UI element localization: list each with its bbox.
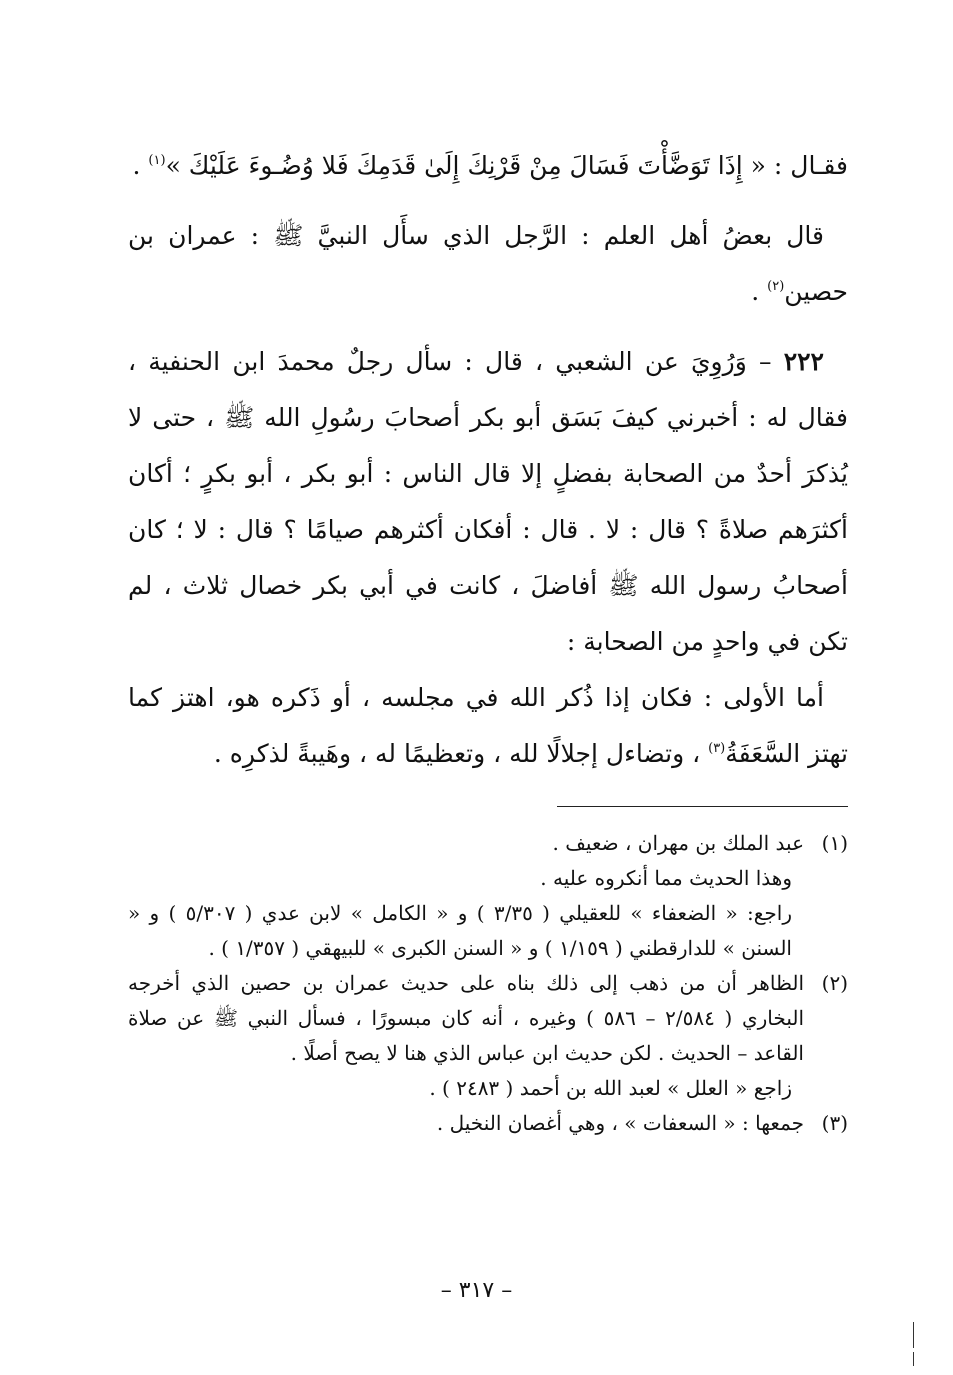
paragraph-4 — [128, 670, 848, 782]
footnote-line: وهذا الحديث مما أنكروه عليه . — [540, 866, 792, 890]
footnote-2 — [128, 966, 848, 1106]
scan-edge-mark — [913, 1322, 914, 1348]
footnote-line: جمعها : « السعفات » ، وهي أغصان النخيل . — [436, 1111, 804, 1135]
footnote-line: زاجع « العلل » لعبد الله بن أحمد ( ٢٤٨٣ ) . — [429, 1076, 792, 1100]
paragraph-4-text: أما الأولى : فكان إذا ذُكر الله في مجلسه ، أو ذَكره هو، اهتز كما تهتز السَّعَفَةُ — [128, 683, 848, 768]
footnote-ref-1: (١) — [148, 153, 166, 168]
footnote-line: الظاهر أن من ذهب إلى ذلك بناه على حديث عمران بن حصين الذي أخرجه البخاري ( ٢/٥٨٤ – ٥٨٦ ) وغيره ، أنه كان مبسورًا ، فسأل النبي ﷺ عن صلاة القاعد – الحديث . لكن حديث ابن عباس الذي هنا لا يصح أصلًا . — [128, 971, 804, 1065]
footnote-number: (١) — [821, 831, 848, 855]
footnote-1 — [128, 826, 848, 966]
hadith-number: ٢٢٢ — [783, 347, 824, 376]
paragraph-1-text: فقـال : « إِذَا تَوَضَّأْتَ فَسَالَ مِنْ قَرْنِكَ إِلَىٰ قَدَمِكَ فَلا وُضُـوءَ عَلَيْكَ » — [165, 151, 848, 180]
paragraph-4-end: ، وتضاءل إجلالًا لله ، وتعظيمًا له ، وهَيبةً لذكرِه . — [213, 739, 709, 768]
paragraph-1-end: . — [132, 151, 149, 180]
page-number: – ٣١٧ – — [440, 1278, 513, 1303]
footnote-number: (٣) — [821, 1111, 848, 1135]
footnote-separator — [557, 806, 848, 807]
paragraph-3 — [128, 334, 848, 670]
paragraph-2 — [128, 208, 848, 320]
paragraph-1 — [128, 138, 848, 194]
paragraph-2-text: قال بعضُ أهل العلم : الرَّجل الذي سأَل النبيَّ ﷺ : عمران بن حصين — [128, 221, 848, 306]
footnote-number: (٢) — [821, 971, 848, 995]
paragraph-3-text: – وَرُوِيَ عن الشعبي ، قال : سأل رجلٌ محمدَ ابن الحنفية ، فقال له : أخبرني كيفَ بَسَق أبو بكر أصحابَ رسُولِ الله ﷺ ، حتى لا يُذكرَ أحدٌ من الصحابة بفضلٍ إلا قال الناس : أبو بكر ، أبو بكرٍ ؛ أكان أكثرَهم صلاةً ؟ قال : لا . قال : أفكان أكثرهم صيامًا ؟ قال : لا ؛ كان أصحابُ رسول الله ﷺ أفاضلَ ، كانت في أبي بكر خصال ثلاث ، لم تكن في واحدٍ من الصحابة : — [128, 347, 848, 656]
footnote-line: راجع: « الضعفاء » للعقيلي ( ٣/٣٥ ) و « الكامل » لابن عدي ( ٥/٣٠٧ ) و « السنن » للدارقطني ( ١/١٥٩ ) و « السنن الكبرى » للبيهقي ( ١/٣٥٧ ) . — [128, 901, 792, 960]
scan-edge-mark — [913, 1352, 914, 1366]
paragraph-2-end: . — [751, 277, 768, 306]
footnote-ref-2: (٢) — [767, 279, 785, 294]
footnote-3 — [128, 1106, 848, 1141]
footnote-ref-3: (٣) — [708, 741, 726, 756]
main-text — [128, 138, 848, 782]
footnotes — [128, 826, 848, 1141]
footnote-line: عبد الملك بن مهران ، ضعيف . — [552, 831, 804, 855]
